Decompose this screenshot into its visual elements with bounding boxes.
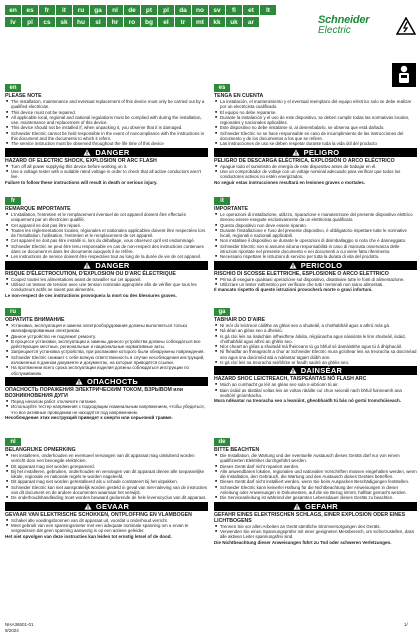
language-tag-lt: lt — [260, 5, 276, 15]
section-bullet: ■ Schneider Electric non si assume alcuna responsabilità in caso di mancata osservanza delle istruzioni riportate nel presente documento e nei documenti a cui viene fatto riferimento. — [214, 244, 417, 255]
language-tag-uk: uk — [226, 17, 242, 27]
section-bullet: ■ Ní mór do leictreoir cáilithe an gléas seo a shuiteáil, a chothabháil agus a athrú más gá. — [214, 323, 417, 328]
hazard-bullet: ■ Múch an cumhacht go léir an gléas seo sula n-oibríonn tú air. — [214, 382, 417, 387]
hazard-bullet: ■ Trennen Sie vor allen Arbeiten an Gerät sämtliche Stromversorgungen des Geräts. — [214, 524, 417, 529]
hazard-bullet: ■ Use un comprobador de voltaje con un voltaje nominal adecuado para verificar que todos los conductores activos no estén energizados. — [214, 169, 417, 180]
danger-banner-label: GEFAHR — [304, 501, 339, 511]
section-bullet: ■ Non installare il dispositivo se durante le operazioni di disimballaggio si nota che è danneggiato. — [214, 238, 417, 243]
hazard-consequence: Несоблюдение этих инструкций приведет к смерти или серьезной травме. — [5, 414, 173, 420]
hazard-bullet: ■ Verwenden Sie einen Spannungsprüfer mit einer geeigneten Messbereich, um sicherzustellen, dass alle aktiven Leiter spannungsfrei sind. — [214, 529, 417, 540]
section-title: IMPORTANTE — [214, 206, 248, 212]
section-bullet: ■ Die Installation, die Wartung und der eventuelle Austausch dieses Geräts darf nur von einem qualifizierten Elektriker durchgeführt werden. — [214, 453, 417, 464]
hazard-bullet: ■ Bain úsáid as tástálaí voltas leis an voltas rátáilte cuí chun seiceáil nach bhfuil fuinneamh ana seoltóirí gníomhacha. — [214, 388, 417, 399]
section-bullet: ■ Dit apparaat mag niet worden geïnstalleerd als u schade constateert bij het uitpakken. — [5, 479, 208, 484]
brand-name: Schneider — [318, 14, 370, 26]
section-bullet: ■ L'installation, l'entretien et le remplacement éventuel de cet appareil doivent être effectués uniquement par un électricien qualifié. — [5, 212, 208, 223]
hazard-consequence: No seguir estas instrucciones resultará en lesiones graves o mortales. — [214, 179, 366, 185]
hazard-consequence: Failure to follow these instructions will result in death or serious injury. — [5, 179, 158, 185]
warning-icon — [293, 503, 301, 510]
language-tag-fi: fi — [226, 5, 242, 15]
section-title: PLEASE NOTE — [5, 93, 42, 99]
section-title: REMARQUE IMPORTANTE — [5, 206, 71, 212]
section-language-tag: ru — [5, 308, 21, 316]
section-bullet: ■ Necessario rispettare le istruzioni di servizio per tutta la durata di vita del prodotto. — [214, 254, 417, 259]
section-bullet: ■ Ní fhéadfar an fhreagracht a chur ar Schneider Electric mura gcloítear leis na treoracha sa doiciméad seo agus sna doiciméid atá a ndéantar tagairt dóibh ann. — [214, 349, 417, 360]
section-title: TENGA EN CUENTA — [214, 93, 264, 99]
danger-banner-label: PERICOLO — [300, 260, 343, 270]
language-row-2 — [5, 17, 305, 27]
section-language-tag: fr — [5, 197, 21, 205]
section-bullet: ■ Schneider Electric cannot be held responsible in the event of noncompliance with the instructions in this document and the documents to which it refers. — [5, 131, 208, 142]
section-bullet: ■ El equipo no debe repararse. — [214, 110, 417, 115]
language-tag-es: es — [22, 5, 38, 15]
language-tag-mt: mt — [192, 17, 208, 27]
section-bullet: ■ The service instruction must be observed throughout the life time of this device — [5, 141, 208, 146]
section-bullet: ■ Le operazioni di installazione, utilizzo, riparazione e manutenzione del presente dispositivo elettrico devono essere eseguite esclusivamente da un elettricista qualificato. — [214, 212, 417, 223]
section-bullet: ■ This device must not be repaired. — [5, 110, 208, 115]
section-bullet: ■ Schneider Electric ne peut être tenu responsable en cas de non-respect des instructions contenues dans ce document et dans les documents auxquels il se réfère. — [5, 244, 208, 255]
hazard-title: ОПАСНОСТЬ ПОРАЖЕНИЯ ЭЛЕКТРИЧЕСКИМ ТОКОМ, ВЗРЫВОМ или ВОЗНИКНОВЕНИЯ ДУГИ — [5, 386, 183, 399]
section-bullet: ■ Durante la instalación y el uso de este dispositivo, se deben cumplir todas las normativas locales, regionales y nacionales aplicables. — [214, 115, 417, 126]
section-bullet: ■ Schneider Electric снимает с себя всякую ответственность в случае несоблюдения инструкций, изложенных в данном документе и документах, на которые приводятся ссылки. — [5, 355, 208, 366]
section-bullet: ■ Het installeren, onderhouden en eventueel vervangen van dit apparaat mag uitsluitend worden verricht door een bevoegde elektricien. — [5, 453, 208, 464]
section-bullet: ■ This device should not be installed if, when unpacking it, you observe that it is damaged. — [5, 125, 208, 130]
hazard-bullet: ■ Utilisez un testeur de tension avec une tension nominale appropriée afin de vérifier que tous les conducteurs actifs ne soient pas alimentés. — [5, 282, 208, 293]
danger-banner-label: DAINSÉAR — [300, 366, 343, 376]
page-number: 1/ — [404, 622, 408, 627]
section-bullet: ■ La instalación, el mantenimiento y el eventual reemplazo del equipo eléctrico solo se debe realizar por un electricista cualificado. — [214, 99, 417, 110]
language-tag-lv: lv — [5, 17, 21, 27]
section-bullet: ■ Níor cheart an gléas a shuiteáil má fheiceann tú go bhfuil sé damáistithe agus tú á dhíphacáil. — [214, 344, 417, 349]
language-tag-hr: hr — [107, 17, 123, 27]
section-bullet: ■ The installation, maintenance and eventual replacement of this device must only be carried out by a qualified electrician. — [5, 99, 208, 110]
section-bullet: ■ Dieses Gerät darf nicht repariert werden. — [214, 464, 417, 469]
document-footer-left — [5, 622, 34, 633]
safety-section-ru — [5, 308, 208, 420]
hazard-bullet: ■ Apague todo el suministro de energía de este dispositivo antes de trabajar en él. — [214, 164, 417, 169]
danger-banner-label: DANGER — [95, 260, 130, 270]
hazard-bullet: ■ Prima di eseguire qualsiasi operazione sul dispositivo, disattivare tutte le fonti di alimentazione. — [214, 277, 417, 282]
hazard-bullet: ■ Utilizzare un tester voltmetrico per verificare che tutti i terminali non siano alimentati. — [214, 282, 417, 287]
section-bullet: ■ Ná déan an gléas seo a dheisiú. — [214, 328, 417, 333]
document-number: NHA36501-01 — [5, 622, 34, 627]
section-bullet: ■ Les instructions de service doivent être respectées tout au long de la durée de vie de cet appareil. — [5, 254, 208, 259]
section-language-tag: it — [214, 197, 230, 205]
section-language-tag: ga — [214, 308, 230, 316]
section-language-tag: en — [5, 84, 21, 92]
hazard-bullet: ■ Schakel alle voedingsbronnen van dit apparaat uit, voordat u onderhoud verricht. — [5, 518, 208, 523]
language-tag-it: it — [56, 5, 72, 15]
section-bullet: ■ Bij het installeren, gebruiken, onderhouden en vervangen van dit apparaat dienen alle toepasselijke lokale, regionale en nationale regels te worden nageleefd. — [5, 469, 208, 480]
section-bullet: ■ All applicable local, regional and national regulations must be complied with during the installation, use, maintenance and replacement of this device. — [5, 115, 208, 126]
hazard-title: GEVAAR VAN ELEKTRISCHE SCHOKKEN, ONTPLOFFING EN VLAMBOGEN — [5, 511, 192, 518]
language-tag-tr: tr — [175, 17, 191, 27]
language-tag-ar: ar — [243, 17, 259, 27]
language-tag-nl: nl — [107, 5, 123, 15]
section-bullet: ■ Las instrucciones de uso se deben respetar durante toda la vida útil del producto — [214, 141, 417, 146]
language-tag-sl: sl — [90, 17, 106, 27]
section-bullet: ■ Is gá cloí leis na rialacháin infheidhme áitiúla, réigiúnacha agus náisiúnta le linn shuiteáil, úsáid, chothabháil agus athrú an ghléis seo. — [214, 334, 417, 345]
section-bullet: ■ Schneider Electric no se hace responsable en caso de incumplimiento de las instrucciones del documento y de los documentos a los que se refiere. — [214, 131, 417, 142]
section-bullet: ■ Данное устройство не подлежит ремонту. — [5, 334, 208, 339]
hazard-title: GEFAHR EINES ELEKTRISCHEN SCHLAGS, EINER EXPLOSION ODER EINES LICHTBOGENS — [214, 511, 406, 524]
section-language-tag: nl — [5, 438, 21, 446]
language-tag-kk: kk — [209, 17, 225, 27]
language-tag-cs: cs — [39, 17, 55, 27]
hazard-title: RISQUE D'ÉLECTROCUTION, D'EXPLOSION OU D'ARC ÉLECTRIQUE — [5, 270, 176, 277]
section-title: BELANGRIJKE OPMERKING — [5, 447, 76, 453]
language-tag-ga: ga — [90, 5, 106, 15]
danger-banner — [214, 261, 417, 270]
brand-logo — [318, 14, 388, 36]
danger-banner — [5, 261, 208, 270]
hazard-title: RISCHIO DI SCOSSE ELETTRICHE, ESPLOSIONE O ARCO ELETTRICO — [214, 270, 389, 277]
danger-banner-label: GEVAAR — [95, 501, 130, 511]
section-bullet: ■ Запрещается установка устройства, при распаковке которого были обнаружены повреждения. — [5, 349, 208, 354]
section-bullet: ■ Cet appareil ne doit pas être réparé. — [5, 223, 208, 228]
language-tag-fr: fr — [39, 5, 55, 15]
safety-section-it — [214, 197, 417, 293]
language-tag-de: de — [124, 5, 140, 15]
hazard-bullet: ■ Используйте тестер напряжения с подходящим номинальным напряжением, чтобы убедиться, что все активные проводники не находятся под напряжением. — [5, 404, 208, 415]
hazard-bullet: ■ Use a voltage tester with a suitable rated voltage in order to check that all active conductors aren't live. — [5, 169, 208, 180]
danger-banner — [5, 377, 208, 386]
document-date: 9/2024 — [5, 627, 19, 633]
warning-icon — [75, 378, 83, 385]
section-title: TABHAIR DO D'AIRE — [214, 317, 265, 323]
hazard-consequence: Le non-respect de ces instructions provoquera la mort ou des blessures graves. — [5, 292, 177, 298]
section-title: BITTE BEACHTEN — [214, 447, 260, 453]
safety-section-en — [5, 84, 208, 185]
section-language-tag: de — [214, 438, 230, 446]
warning-icon — [292, 149, 300, 156]
hazard-consequence: Il mancato rispetto di queste istruzioni provocherà morte o gravi infortuni. — [214, 287, 373, 293]
language-tag-pt: pt — [141, 5, 157, 15]
language-tag-pl: pl — [158, 5, 174, 15]
safety-section-de — [214, 438, 417, 545]
language-tag-en: en — [5, 5, 21, 15]
safety-section-ga — [214, 308, 417, 404]
language-tag-pl: pl — [22, 17, 38, 27]
language-tag-et: et — [243, 5, 259, 15]
section-bullet: ■ Cet appareil ne doit pas être installé si, lors du déballage, vous observez qu'il est endommagé. — [5, 238, 208, 243]
language-tag-sv: sv — [209, 5, 225, 15]
safety-section-es — [214, 84, 417, 185]
section-bullet: ■ Durante l'installazione e l'uso del presente dispositivo, è obbligatorio rispettare tutte le normative locali, regionali e nazionali applicabili. — [214, 228, 417, 239]
danger-banner-label: DANGER — [95, 147, 130, 157]
section-bullet: ■ Toutes les réglementations locales, régionales et nationales applicables doivent être respectées lors de l'installation, l'utilisation, l'entretien et le remplacement de cet appareil. — [5, 228, 208, 239]
language-tag-bg: bg — [141, 17, 157, 27]
warning-icon — [84, 503, 92, 510]
warning-icon — [289, 367, 297, 374]
section-bullet: ■ Este dispositivo no debe instalarse si, al desembalarlo, se observa que está dañado. — [214, 125, 417, 130]
language-tag-ro: ro — [124, 17, 140, 27]
safety-section-fr — [5, 197, 208, 298]
brand-sub: Electric — [318, 25, 351, 36]
section-bullet: ■ De onderhoudshandleiding moet worden bewaard gedurende de hele levenscyclus van dit apparaat. — [5, 495, 208, 500]
danger-banner-label: PELIGRO — [303, 147, 340, 157]
warning-icon — [83, 262, 91, 269]
hazard-bullet: ■ Перед началом работ отключите питание. — [5, 399, 208, 404]
section-bullet: ■ В процессе установки, эксплуатации и замены данного устройства должны соблюдаться все действующие местные, региональные и национальные нормативные акты. — [5, 339, 208, 350]
section-bullet: ■ Schneider Electric kan niet aansprakelijk worden gesteld in geval van niet-naleving van de instructies van dit document en de andere documenten waarnaar het verwijst. — [5, 485, 208, 496]
danger-banner — [5, 502, 208, 511]
danger-banner — [5, 148, 208, 157]
language-tag-da: da — [175, 5, 191, 15]
section-bullet: ■ На протяжении всего срока эксплуатации изделия должны соблюдаться инструкции по обслуживанию. — [5, 365, 208, 376]
section-bullet: ■ Schneider Electric kann keinerlei Haftung für die Nichtbeachtung der Anweisungen in dieser Anleitung oder Anweisungen in Dokumenten, auf die sie Bezug nimmt, haftbar gemacht werden. — [214, 485, 417, 496]
language-tag-ru: ru — [73, 5, 89, 15]
safety-section-nl — [5, 438, 208, 539]
section-bullet: ■ Установка, эксплуатация и замена электрооборудования должны выполняться только квалифицированным электриком. — [5, 323, 208, 334]
language-tags — [5, 5, 305, 29]
danger-banner — [214, 502, 417, 511]
section-bullet: ■ Die Serviceanleitung ist während der gesamten Lebensdauer dieses Geräts zu beachten. — [214, 495, 417, 500]
hazard-bullet: ■ Turn off all power supplying this device before working on it. — [5, 164, 208, 169]
section-bullet: ■ Dieses Gerät darf nicht installiert werden, wenn Sie beim Auspacken Beschädigungen feststellen. — [214, 479, 417, 484]
high-voltage-warning-icon — [396, 17, 416, 35]
language-tag-hu: hu — [73, 17, 89, 27]
language-tag-sk: sk — [56, 17, 72, 27]
section-bullet: ■ Questo dispositivo non deve essere riparato. — [214, 223, 417, 228]
hazard-bullet: ■ Coupez toutes les alimentations avant de travailler sur cet appareil. — [5, 277, 208, 282]
section-bullet: ■ Alle anwendbaren lokalen, regionalen und nationalen Vorschriften müssen eingehalten werden, wenn die Installation, den Gebrauch, die Wartung und den Austausch dieses Gerätes betreffen. — [214, 469, 417, 480]
danger-banner — [214, 148, 417, 157]
warning-icon — [83, 149, 91, 156]
hazard-title: PELIGRO DE DESCARGA ELÉCTRICA, EXPLOSIÓN O ARCO ELÉCTRICO — [214, 157, 395, 164]
hazard-consequence: Mura ndéantar na treoracha seo a leanúint, gheobhaidh tú bás nó gortú tromchúiseach. — [214, 398, 402, 404]
warning-icon — [289, 262, 297, 269]
section-bullet: ■ Is gá cloí leis na treoracha seirbhíse ar feadh saolré an ghléis seo. — [214, 360, 417, 365]
language-tag-no: no — [192, 5, 208, 15]
language-row-1 — [5, 5, 305, 15]
hazard-title: HAZARD OF ELECTRIC SHOCK, EXPLOSION OR ARC FLASH — [5, 157, 157, 164]
section-title: ОБРАТИТЕ ВНИМАНИЕ — [5, 317, 65, 323]
hazard-bullet: ■ Meet gebruik van een spanningsmeter met een adequate nominale spanning om u ervan te vergewissen dat geen spanning aanwezig is op een actieve geleider. — [5, 523, 208, 534]
danger-banner — [214, 366, 417, 375]
danger-banner-label: ОПАСНОСТЬ — [86, 376, 139, 386]
hazard-consequence: Die Nichtbeachtung dieser Anweisungen führt zu Tod oder schweren Verletzungen. — [214, 539, 392, 545]
section-language-tag: es — [214, 84, 230, 92]
hazard-title: HAZARD SHOC LEICTREACH, TAISPEÁNTAS NÓ FLASH ARC — [214, 376, 367, 383]
hazard-consequence: Het niet opvolgen van deze instructies kan leiden tot ernstig letsel of de dood. — [5, 533, 172, 539]
language-tag-el: el — [158, 17, 174, 27]
section-bullet: ■ Dit apparaat mag niet worden gerepareerd. — [5, 464, 208, 469]
